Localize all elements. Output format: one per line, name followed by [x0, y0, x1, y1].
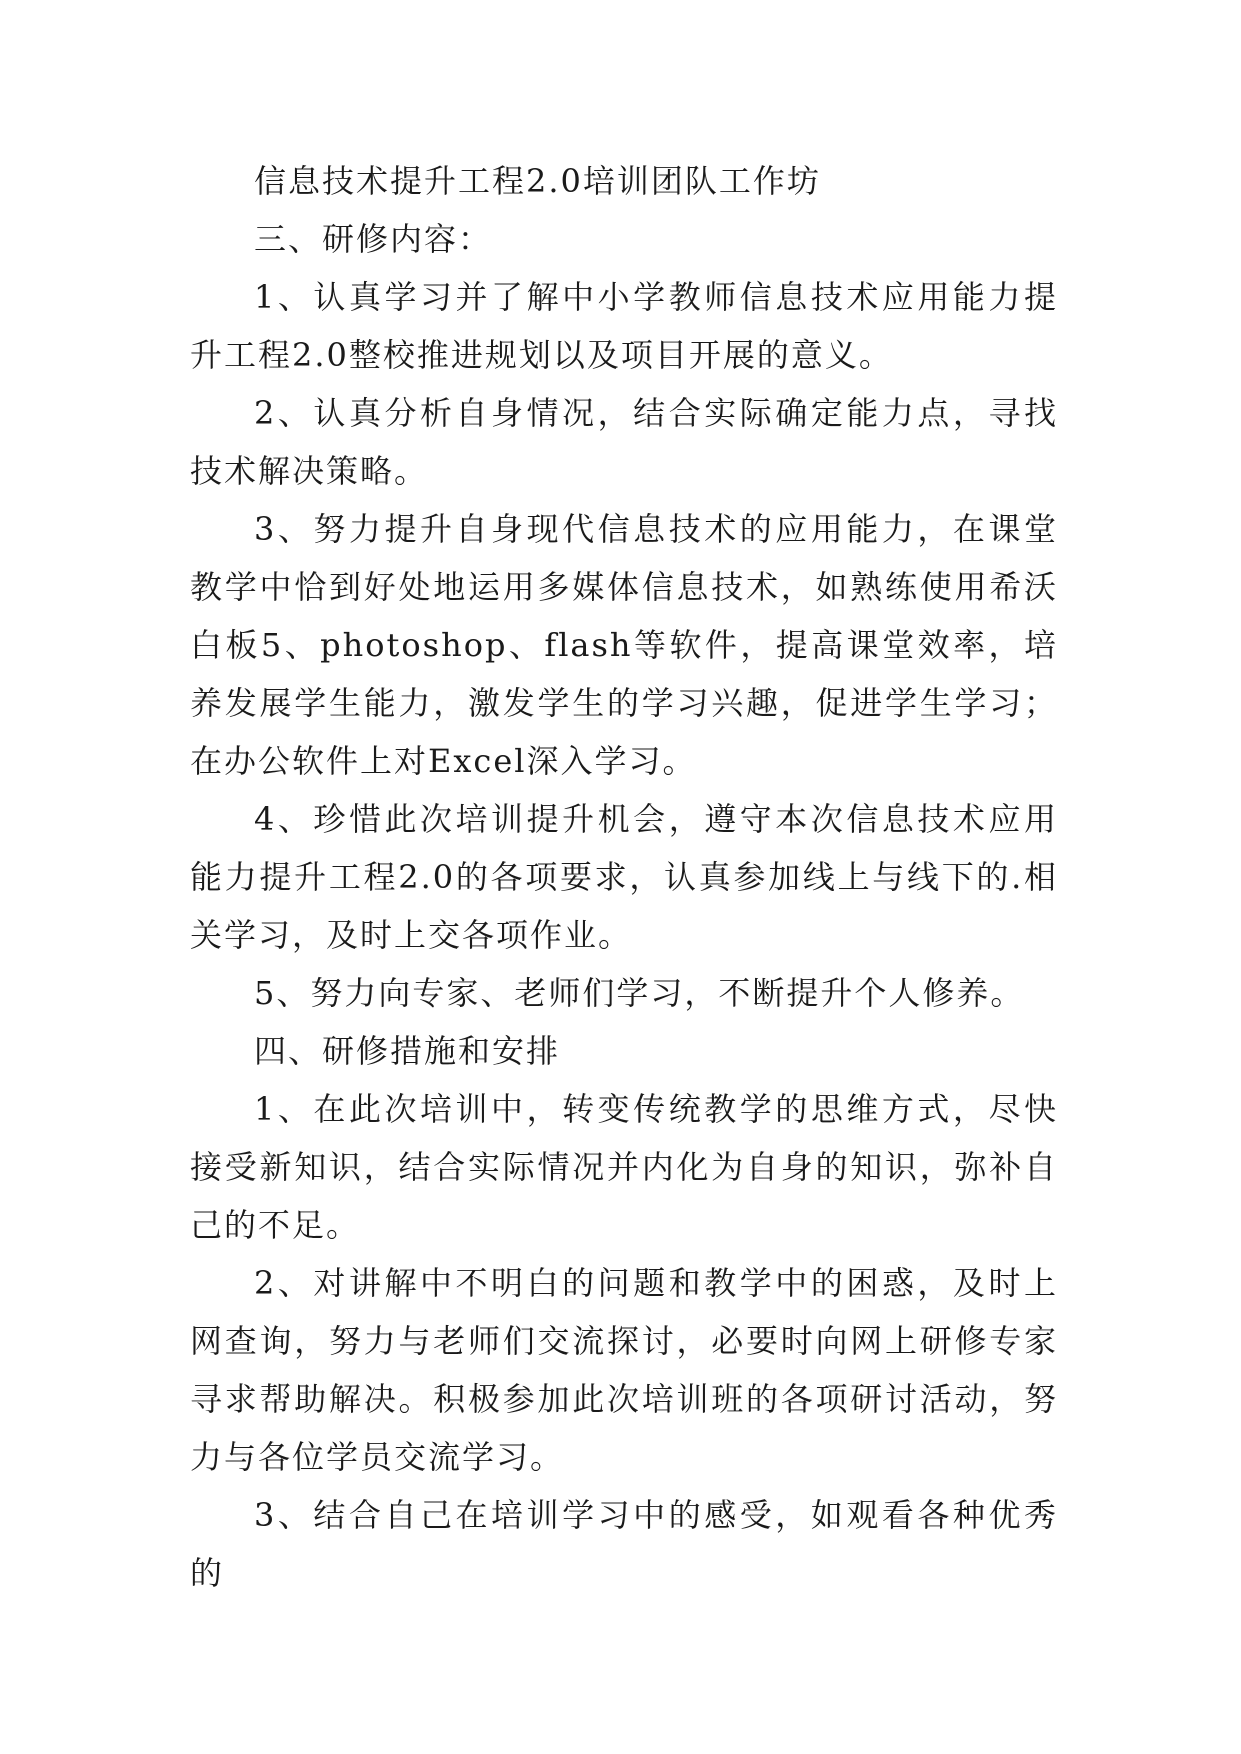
section-heading: 四、研修措施和安排 — [254, 1032, 561, 1070]
document-body — [190, 152, 1058, 1602]
paragraph: 1、在此次培训中，转变传统教学的思维方式，尽快接受新知识，结合实际情况并内化为自身的知识，弥补自己的不足。 — [190, 1090, 1058, 1244]
paragraph: 信息技术提升工程2.0培训团队工作坊 — [254, 162, 821, 200]
paragraph: 5、努力向专家、老师们学习，不断提升个人修养。 — [254, 974, 1025, 1012]
paragraph: 1、认真学习并了解中小学教师信息技术应用能力提升工程2.0整校推进规划以及项目开展的意义。 — [190, 278, 1058, 374]
section-heading: 三、研修内容： — [254, 220, 493, 258]
paragraph: 2、认真分析自身情况，结合实际确定能力点，寻找技术解决策略。 — [190, 394, 1058, 490]
paragraph: 3、努力提升自身现代信息技术的应用能力，在课堂教学中恰到好处地运用多媒体信息技术，如熟练使用希沃白板5、photoshop、flash等软件，提高课堂效率，培养发展学生能力，激发学生的学习兴趣，促进学生学习；在办公软件上对Excel深入学习。 — [190, 510, 1058, 780]
paragraph: 3、结合自己在培训学习中的感受，如观看各种优秀的 — [190, 1496, 1058, 1592]
paragraph: 2、对讲解中不明白的问题和教学中的困惑，及时上网查询，努力与老师们交流探讨，必要时向网上研修专家寻求帮助解决。积极参加此次培训班的各项研讨活动，努力与各位学员交流学习。 — [190, 1264, 1058, 1476]
paragraph: 4、珍惜此次培训提升机会，遵守本次信息技术应用能力提升工程2.0的各项要求，认真参加线上与线下的.相关学习，及时上交各项作业。 — [190, 800, 1058, 954]
